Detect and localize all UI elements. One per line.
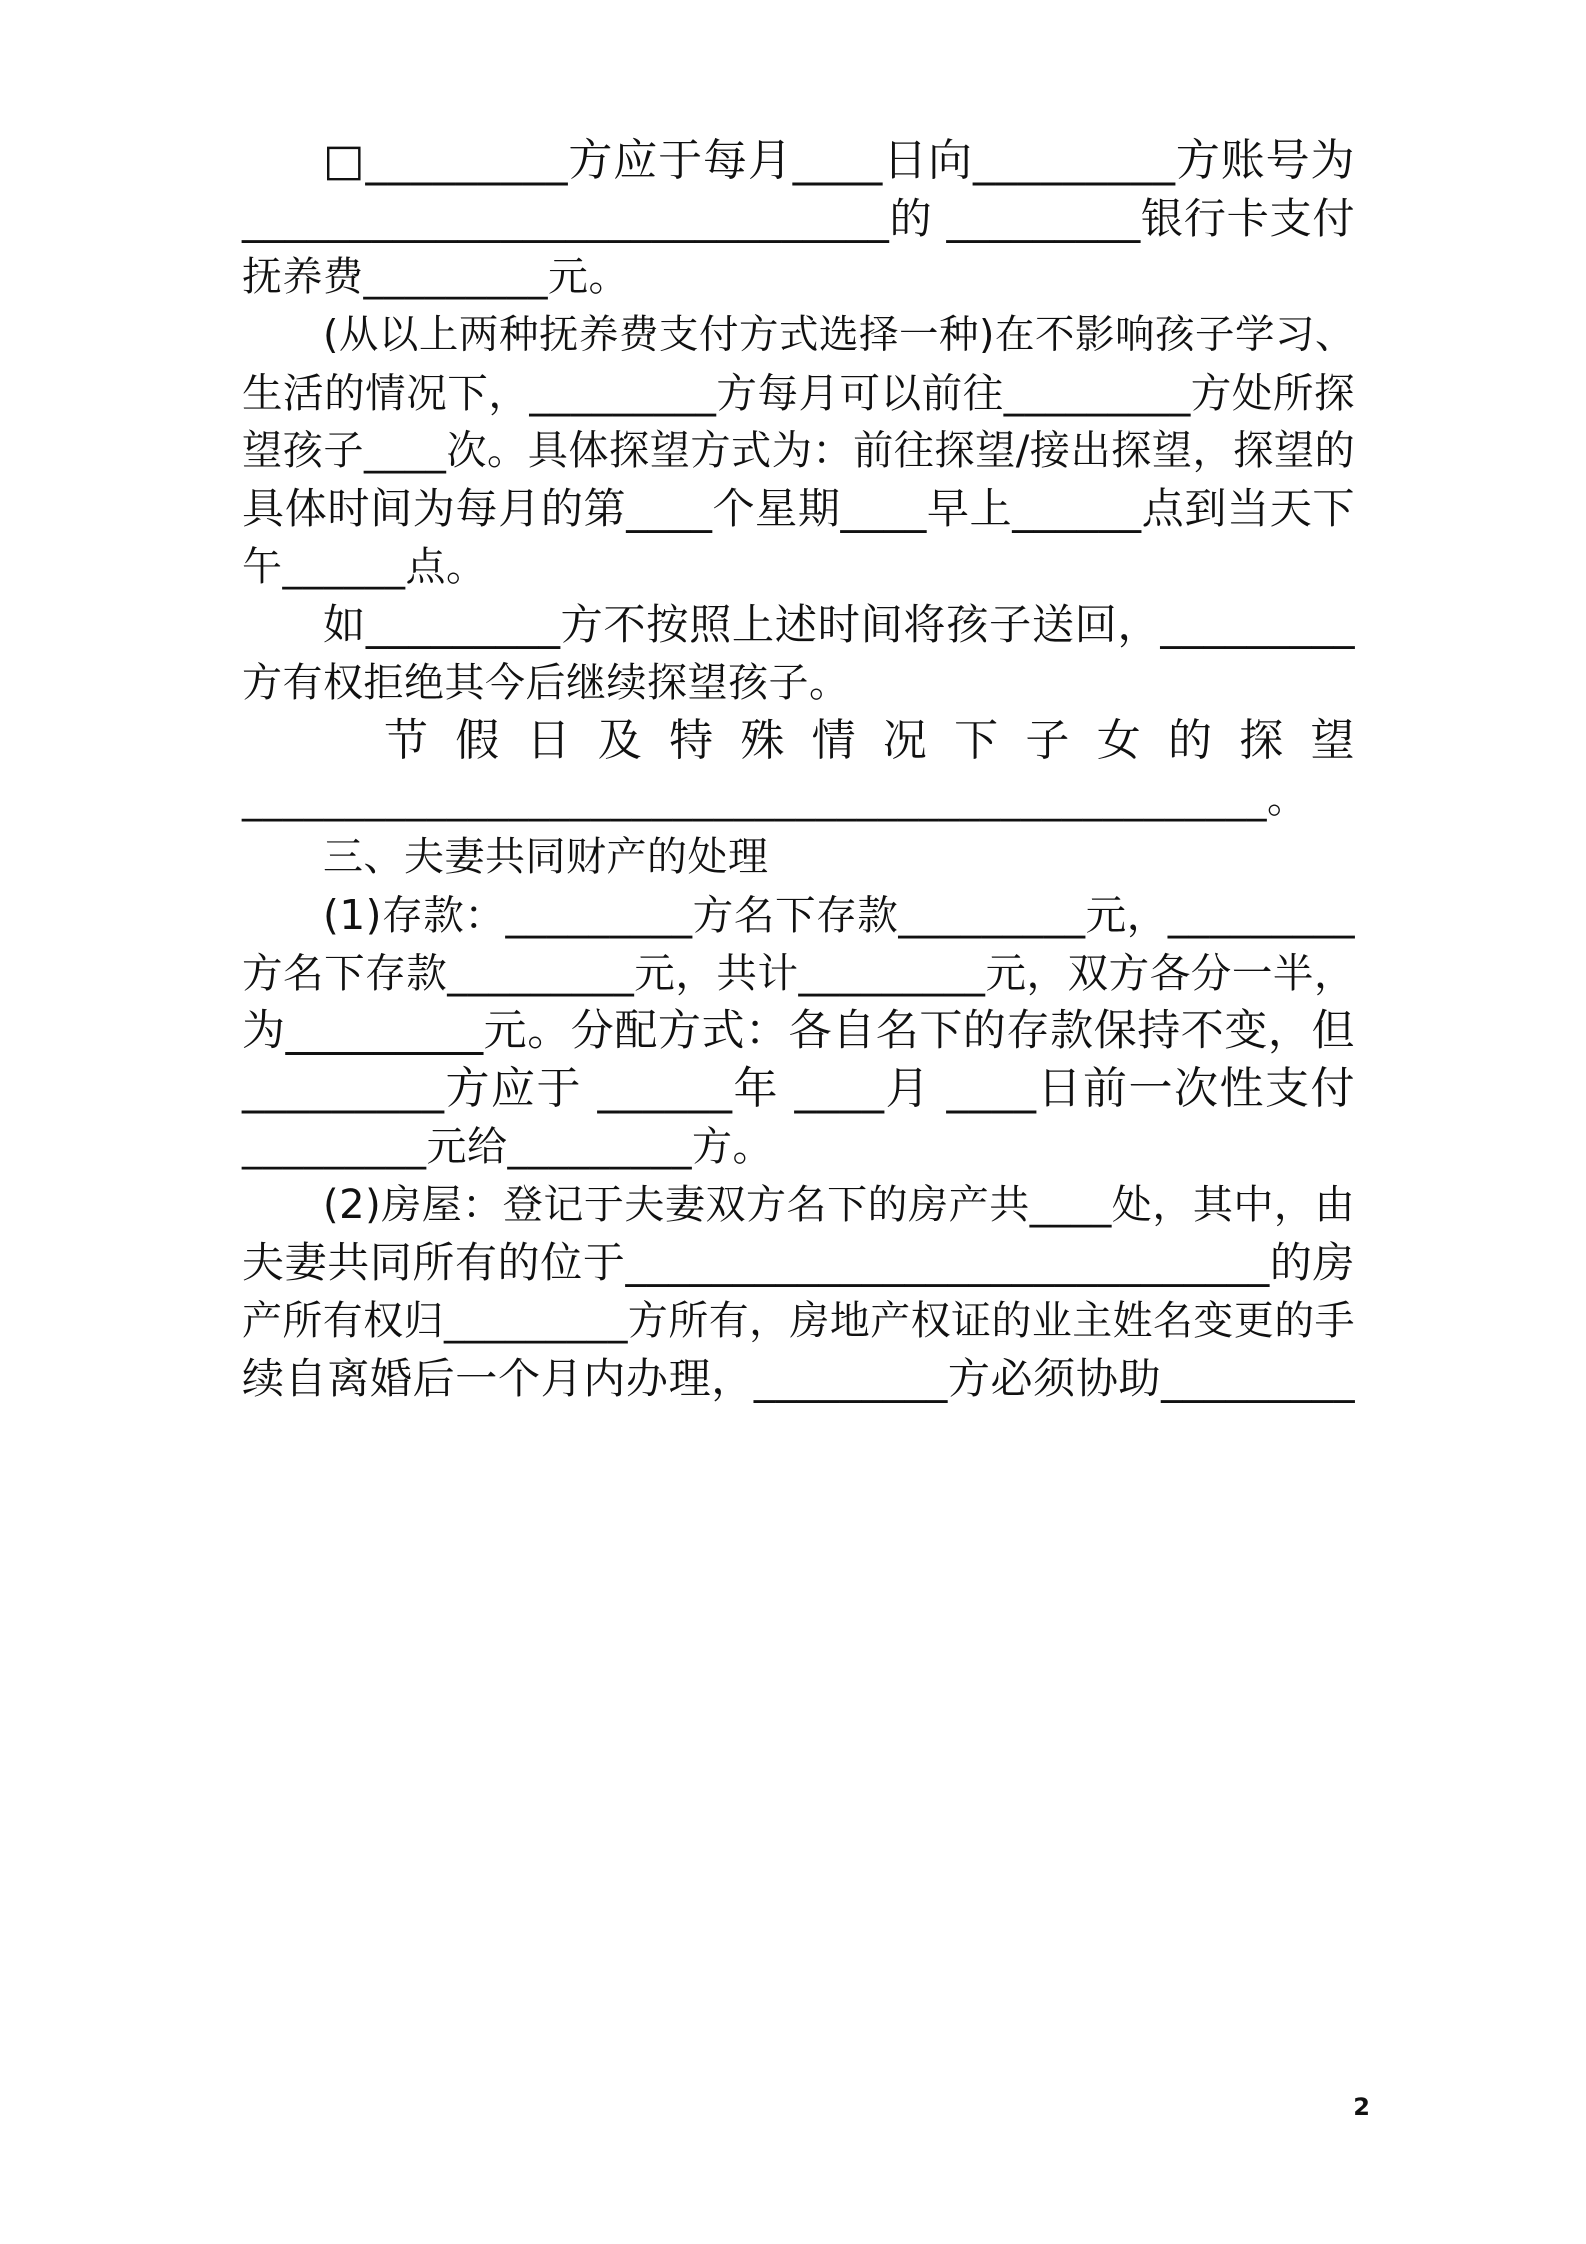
paragraph-line: □_________方应于每月____日向_________方账号为 [323,135,1355,186]
paragraph-line: 如_________方不按照上述时间将孩子送回，_________ [323,600,1355,649]
paragraph-line: 方名下存款_________元，共计_________元，双方各分一半， [242,949,1355,997]
page-number: 2 [1353,2093,1370,2121]
paragraph-line: 产所有权归_________方所有，房地产权证的业主姓名变更的手 [242,1298,1355,1344]
section-heading: 三、夫妻共同财产的处理 [323,834,769,880]
paragraph-line: 午______点。 [242,544,487,590]
paragraph-line: 续自离婚后一个月内办理，_________方必须协助_________ [242,1354,1355,1403]
paragraph-line: 方有权拒绝其今后继续探望孩子。 [242,660,850,706]
paragraph-line: (2)房屋：登记于夫妻双方名下的房产共____处，其中，由 [323,1182,1355,1228]
paragraph-line: ______________________________的 _________银行卡支付 [242,194,1355,243]
paragraph-line: 为_________元。分配方式：各自名下的存款保持不变，但 [242,1006,1355,1056]
paragraph-line: 具体时间为每月的第____个星期____早上______点到当天下 [242,484,1355,533]
paragraph-line: _________元给_________方。 [242,1124,773,1170]
paragraph-line: (1)存款：_________方名下存款_________元，_________ [323,891,1355,939]
paragraph-line: _________方应于 ______年 ____月 ____日前一次性支付 [242,1063,1355,1114]
paragraph-line: 节假日及特殊情况下子女的探望 [384,715,1355,766]
paragraph-line: 望孩子____次。具体探望方式为：前往探望/接出探望，探望的 [242,428,1356,474]
paragraph-line: 生活的情况下，_________方每月可以前往_________方处所探 [242,369,1355,417]
paragraph-line: __________________________________________________。 [242,776,1308,822]
paragraph-line: 夫妻共同所有的位于______________________________的房 [242,1238,1355,1287]
paragraph-line: 抚养费_________元。 [242,254,629,300]
paragraph-line: (从以上两种抚养费支付方式选择一种)在不影响孩子学习、 [323,312,1355,358]
